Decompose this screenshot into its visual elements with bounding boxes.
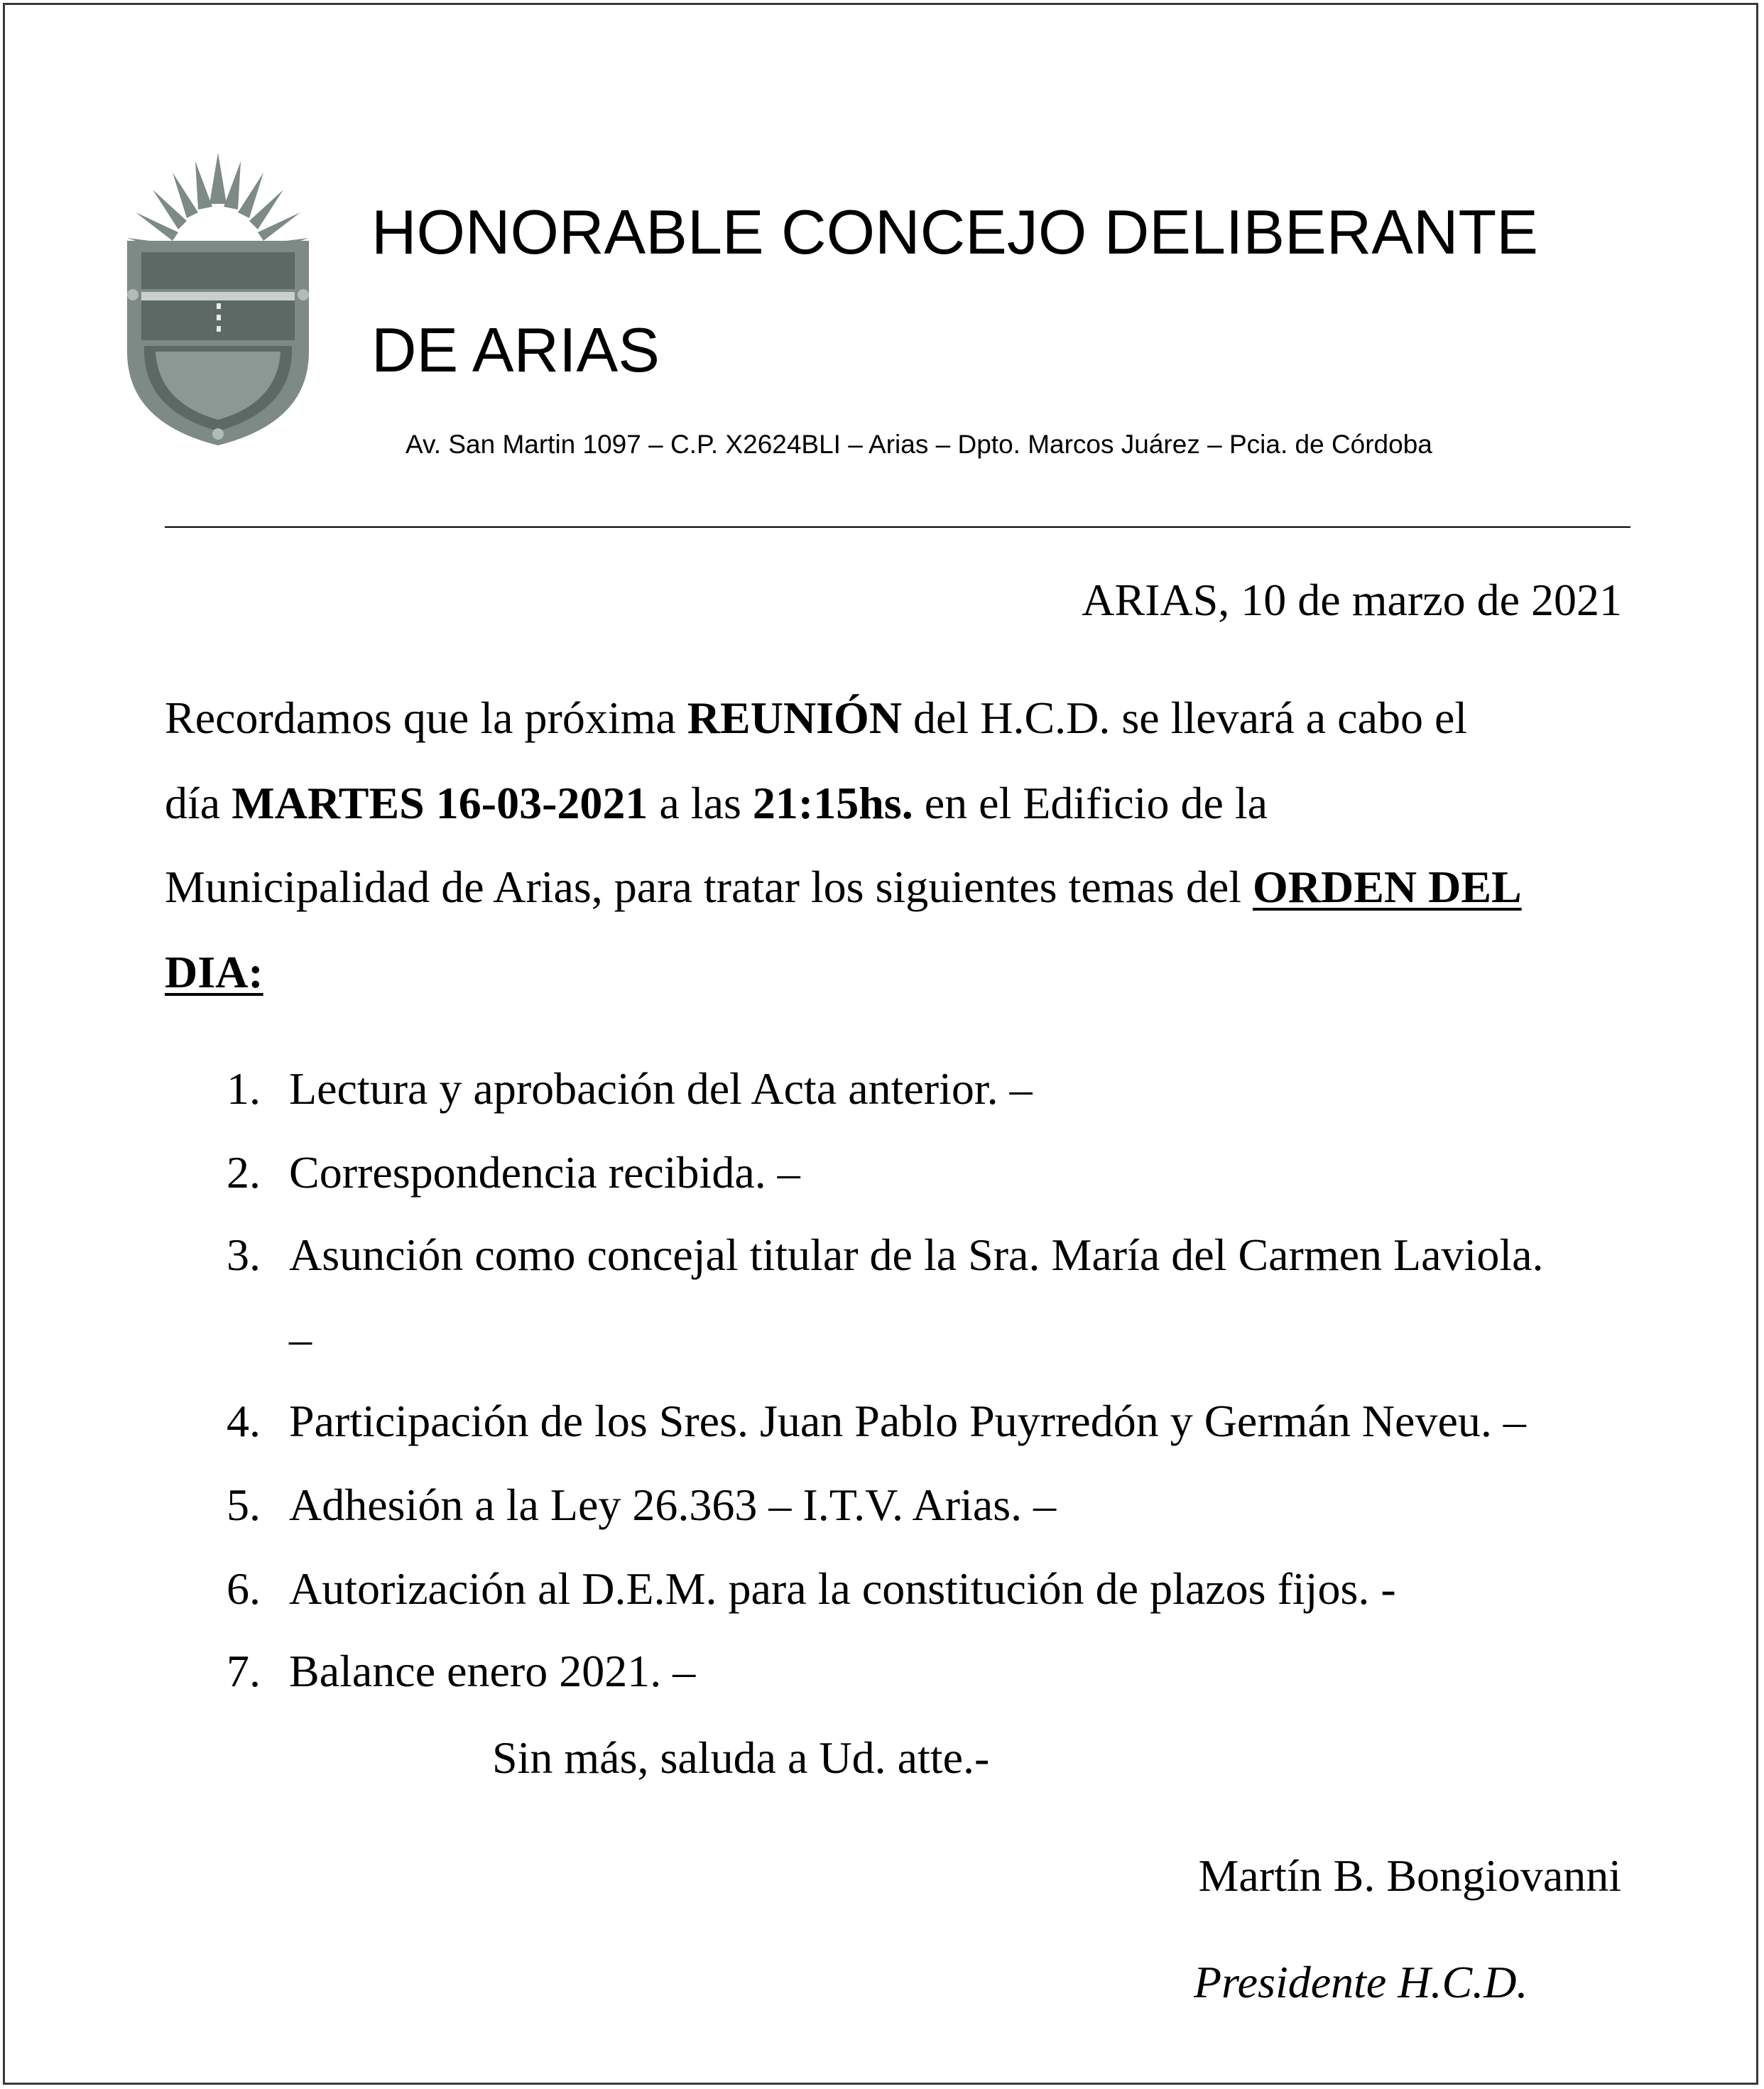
agenda-item-number: 5. bbox=[227, 1480, 261, 1530]
signatory-role: Presidente H.C.D. bbox=[1194, 1957, 1528, 2007]
meeting-date: MARTES 16-03-2021 bbox=[232, 778, 648, 828]
agenda-item-number: 7. bbox=[227, 1646, 261, 1696]
agenda-item-text: Correspondencia recibida. – bbox=[289, 1147, 800, 1198]
agenda-item-number: 4. bbox=[227, 1396, 261, 1446]
meeting-time: 21:15hs. bbox=[752, 778, 913, 828]
document-page bbox=[3, 3, 1758, 2085]
body-line-3: Municipalidad de Arias, para tratar los siguientes temas del ORDEN DEL bbox=[165, 862, 1522, 912]
agenda-heading-part2: DIA: bbox=[165, 947, 263, 997]
agenda-item-text: Balance enero 2021. – bbox=[289, 1646, 696, 1696]
council-name-line2: DE ARIAS bbox=[371, 315, 660, 385]
agenda-item-text: Adhesión a la Ley 26.363 – I.T.V. Arias. – bbox=[289, 1480, 1057, 1530]
signatory-name: Martín B. Bongiovanni bbox=[1198, 1850, 1621, 1901]
council-address: Av. San Martin 1097 – C.P. X2624BLI – Arias – Dpto. Marcos Juárez – Pcia. de Córdoba bbox=[405, 430, 1432, 459]
agenda-item-text: Asunción como concejal titular de la Sra. María del Carmen Laviola. bbox=[289, 1230, 1544, 1280]
body-line-2: día MARTES 16-03-2021 a las 21:15hs. en el Edificio de la bbox=[165, 778, 1268, 828]
letter-date: ARIAS, 10 de marzo de 2021 bbox=[1082, 575, 1622, 625]
agenda-item-text: Participación de los Sres. Juan Pablo Puyrredón y Germán Neveu. – bbox=[289, 1396, 1526, 1446]
agenda-item-text: Autorización al D.E.M. para la constitución de plazos fijos. - bbox=[289, 1563, 1396, 1614]
body-line-1: Recordamos que la próxima REUNIÓN del H.C.D. se llevará a cabo el bbox=[165, 693, 1468, 743]
municipal-coat-of-arms-icon bbox=[124, 153, 312, 448]
agenda-item-number: 2. bbox=[227, 1147, 261, 1198]
council-name-line1: HONORABLE CONCEJO DELIBERANTE bbox=[371, 197, 1538, 267]
agenda-item-text: Lectura y aprobación del Acta anterior. – bbox=[289, 1063, 1033, 1114]
agenda-item-number: 6. bbox=[227, 1563, 261, 1614]
meeting-word: REUNIÓN bbox=[687, 693, 903, 743]
body-line-4 bbox=[165, 947, 263, 997]
agenda-item-number: 3. bbox=[227, 1230, 261, 1280]
closing-salutation: Sin más, saluda a Ud. atte.- bbox=[492, 1732, 990, 1783]
agenda-item-continuation: – bbox=[289, 1313, 312, 1364]
agenda-heading-part1: ORDEN DEL bbox=[1253, 862, 1522, 912]
header-divider bbox=[165, 526, 1630, 528]
agenda-item-number: 1. bbox=[227, 1063, 261, 1114]
